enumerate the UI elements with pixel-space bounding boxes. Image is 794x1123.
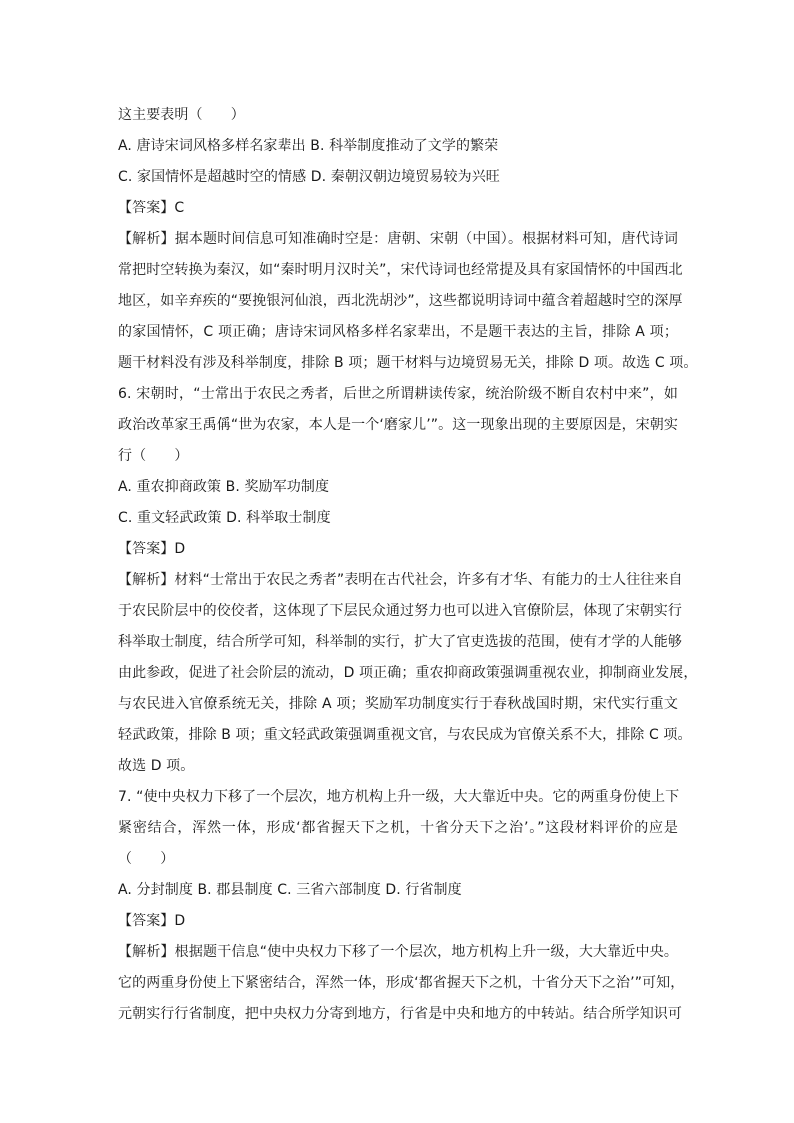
q5-analysis-line-5: 题干材料没有涉及科举制度，排除 B 项；题干材料与边境贸易无关，排除 D 项。故选 C 项。: [118, 355, 698, 371]
q6-options-cd: C. 重文轻武政策 D. 科举取士制度: [118, 510, 331, 526]
q6-analysis-line-3: 科举取士制度，结合所学可知，科举制的实行，扩大了官吏选拔的范围，使有才学的人能够: [118, 634, 682, 650]
q5-analysis-line-4: 的家国情怀，C 项正确；唐诗宋词风格多样名家辈出，不是题干表达的主旨，排除 A 项；: [118, 324, 678, 340]
q5-options-ab: A. 唐诗宋词风格多样名家辈出 B. 科举制度推动了文学的繁荣: [118, 138, 499, 154]
document-body: [118, 100, 698, 1030]
q7-stem-line-1: 7. “使中央权力下移了一个层次，地方机构上升一级，大大靠近中央。它的两重身份使上下: [118, 789, 680, 805]
q6-options-ab: A. 重农抑商政策 B. 奖励军功制度: [118, 479, 330, 495]
q5-analysis-line-3: 地区，如辛弃疾的“要挽银河仙浪，西北洗胡沙”，这些都说明诗词中蕴含着超越时空的深厚: [118, 293, 683, 309]
q5-analysis-line-1: 【解析】据本题时间信息可知准确时空是：唐朝、宋朝（中国）。根据材料可知，唐代诗词: [118, 231, 678, 247]
q6-analysis-line-1: 【解析】材料“士常出于农民之秀者”表明在古代社会，许多有才华、有能力的士人往往来自: [118, 572, 683, 588]
q6-analysis-line-4: 由此参政，促进了社会阶层的流动，D 项正确；重农抑商政策强调重视农业，抑制商业发展，: [118, 665, 698, 681]
q7-analysis-line-1: 【解析】根据题干信息“使中央权力下移了一个层次，地方机构上升一级，大大靠近中央。: [118, 944, 678, 960]
q6-answer: 【答案】D: [118, 541, 186, 557]
q6-analysis-line-6: 轻武政策，排除 B 项；重文轻武政策强调重视文官，与农民成为官僚关系不大，排除 C 项。: [118, 727, 692, 743]
q6-analysis-line-5: 与农民进入官僚系统无关，排除 A 项；奖励军功制度实行于春秋战国时期，宋代实行重文: [118, 696, 678, 712]
q5-analysis-line-2: 常把时空转换为秦汉，如“秦时明月汉时关”，宋代诗词也经常提及具有家国情怀的中国西北: [118, 262, 683, 278]
q7-options: A. 分封制度 B. 郡县制度 C. 三省六部制度 D. 行省制度: [118, 882, 462, 898]
q7-analysis-line-2: 它的两重身份使上下紧密结合，浑然一体，形成‘都省握天下之机，十省分天下之治’”可知，: [118, 975, 685, 991]
q7-analysis-line-3: 元朝实行行省制度，把中央权力分寄到地方，行省是中央和地方的中转站。结合所学知识可: [118, 1006, 682, 1022]
q6-stem-line-1: 6. 宋朝时，“士常出于农民之秀者，后世之所谓耕读传家，统治阶级不断自农村中来”，如: [118, 386, 678, 402]
q7-answer: 【答案】D: [118, 913, 186, 929]
q6-stem-line-2: 政治改革家王禹偁“世为农家，本人是一个‘磨家儿’”。这一现象出现的主要原因是，宋朝实: [118, 417, 678, 433]
q7-stem-line-2: 紧密结合，浑然一体，形成‘都省握天下之机，十省分天下之治’。”这段材料评价的应是: [118, 820, 678, 836]
q5-options-cd: C. 家国情怀是超越时空的情感 D. 秦朝汉朝边境贸易较为兴旺: [118, 169, 500, 185]
q6-stem-line-3: 行（ ）: [118, 448, 189, 464]
q5-answer: 【答案】C: [118, 200, 185, 216]
q7-stem-line-3: （ ）: [118, 851, 175, 867]
q6-analysis-line-2: 于农民阶层中的佼佼者，这体现了下层民众通过努力也可以进入官僚阶层，体现了宋朝实行: [118, 603, 682, 619]
question-stem-continuation: 这主要表明（ ）: [118, 107, 245, 123]
q6-analysis-line-7: 故选 D 项。: [118, 758, 195, 774]
